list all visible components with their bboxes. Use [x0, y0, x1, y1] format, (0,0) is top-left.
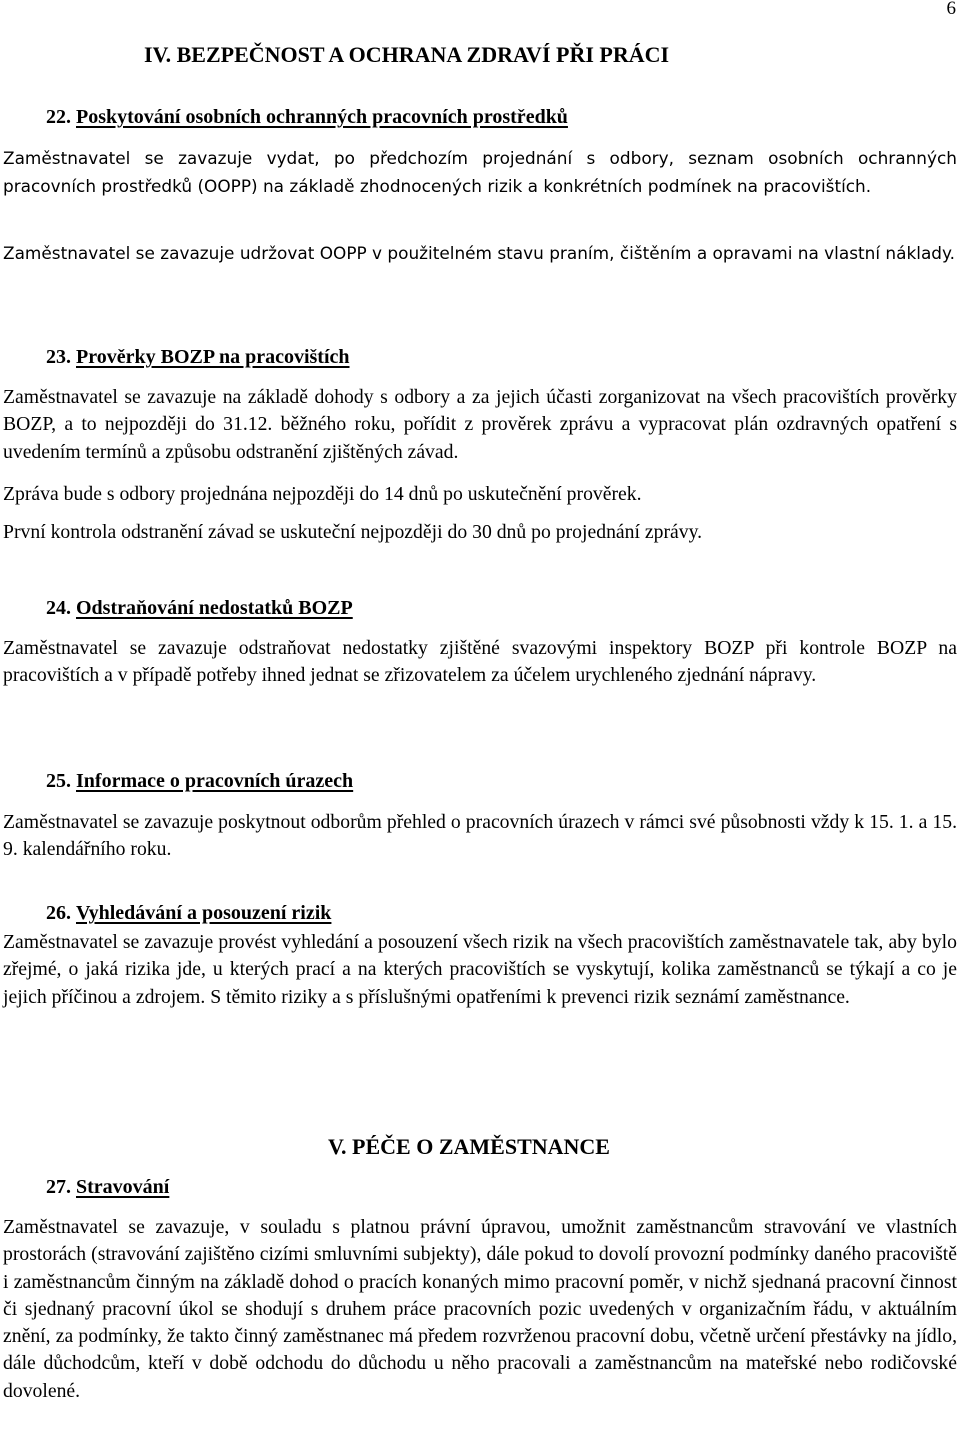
- section-number: 26.: [46, 902, 71, 924]
- section-25-heading: [46, 770, 353, 793]
- section-number: 22.: [46, 106, 71, 128]
- chapter-heading-iv: IV. BEZPEČNOST A OCHRANA ZDRAVÍ PŘI PRÁCI: [144, 42, 670, 67]
- section-23-heading: [46, 346, 350, 369]
- section-title: Vyhledávání a posouzení rizik: [76, 902, 332, 924]
- section-number: 24.: [46, 597, 71, 619]
- chapter-heading-v: V. PÉČE O ZAMĚSTNANCE: [328, 1134, 610, 1159]
- section-25-paragraph-1: Zaměstnavatel se zavazuje poskytnout odborům přehled o pracovních úrazech v rámci své působnosti vždy k 15. 1. a 15. 9. kalendářního roku.: [3, 811, 957, 861]
- section-title: Informace o pracovních úrazech: [76, 770, 354, 792]
- section-27-heading: [46, 1176, 169, 1199]
- section-title: Odstraňování nedostatků BOZP: [76, 597, 353, 619]
- section-27-paragraph-1: Zaměstnavatel se zavazuje, v souladu s platnou právní úpravou, umožnit zaměstnancům stravování ve vlastních prostorách (stravování zajištěno cizími smluvními subjekty), dále pokud to dovolí provozní podmínky daného pracoviště i zaměstnancům činným na základě dohod o pracích konaných mimo pracovní poměr, v nichž sjednaná pracovní činnost či sjednaný pracovní úkol se shodují s druhem práce pracovních pozic uvedených v organizačním řádu, v aktuálním znění, za podmínky, že takto činný zaměstnanec má předem rozvrženou pracovní dobu, včetně určení přestávky na jídlo, dále důchodcům, kteří v době odchodu do důchodu u něho pracovali a zaměstnancům na mateřské nebo rodičovské dovolené.: [3, 1216, 957, 1402]
- section-title: Stravování: [76, 1176, 170, 1198]
- section-26-paragraph-1: Zaměstnavatel se zavazuje provést vyhledání a posouzení všech rizik na všech pracovištích zaměstnavatele tak, aby bylo zřejmé, o jaká rizika jde, u kterých prací a na kterých pracovištích se vyskytují, kolika zaměstnanců se týkají a co je jejich příčinou a zdrojem. S těmito riziky a s příslušnými opatřeními k prevenci rizik seznámí zaměstnance.: [3, 931, 957, 1008]
- section-title: Prověrky BOZP na pracovištích: [76, 346, 350, 368]
- page-number: 6: [946, 0, 956, 19]
- section-title: Poskytování osobních ochranných pracovních prostředků: [76, 106, 568, 128]
- section-number: 25.: [46, 770, 71, 792]
- section-24-heading: [46, 597, 353, 620]
- section-22-heading: [46, 106, 568, 129]
- section-22-paragraph-1: Zaměstnavatel se zavazuje vydat, po předchozím projednání s odbory, seznam osobních ochranných pracovních prostředků (OOPP) na základě zhodnocených rizik a konkrétních podmínek na pracovištích.: [3, 148, 957, 196]
- section-24-paragraph-1: Zaměstnavatel se zavazuje odstraňovat nedostatky zjištěné svazovými inspektory BOZP při kontrole BOZP na pracovištích a v případě potřeby ihned jednat se zřizovatelem za účelem urychleného zjednání nápravy.: [3, 637, 957, 687]
- section-number: 23.: [46, 346, 71, 368]
- section-23-paragraph-1: Zaměstnavatel se zavazuje na základě dohody s odbory a za jejich účasti zorganizovat na všech pracovištích prověrky BOZP, a to nejpozději do 31.12. běžného roku, pořídit z prověrek zprávu a vypracovat plán ozdravných opatření s uvedením termínů a způsobu odstranění zjištěných závad.: [3, 386, 957, 463]
- section-23-paragraph-3: První kontrola odstranění závad se uskuteční nejpozději do 30 dnů po projednání zprávy.: [3, 521, 703, 543]
- section-23-paragraph-2: Zpráva bude s odbory projednána nejpozději do 14 dnů po uskutečnění prověrek.: [3, 483, 642, 505]
- section-number: 27.: [46, 1176, 71, 1198]
- section-22-paragraph-2: Zaměstnavatel se zavazuje udržovat OOPP v použitelném stavu praním, čištěním a opravami na vlastní náklady.: [3, 243, 955, 263]
- section-26-heading: [46, 902, 331, 925]
